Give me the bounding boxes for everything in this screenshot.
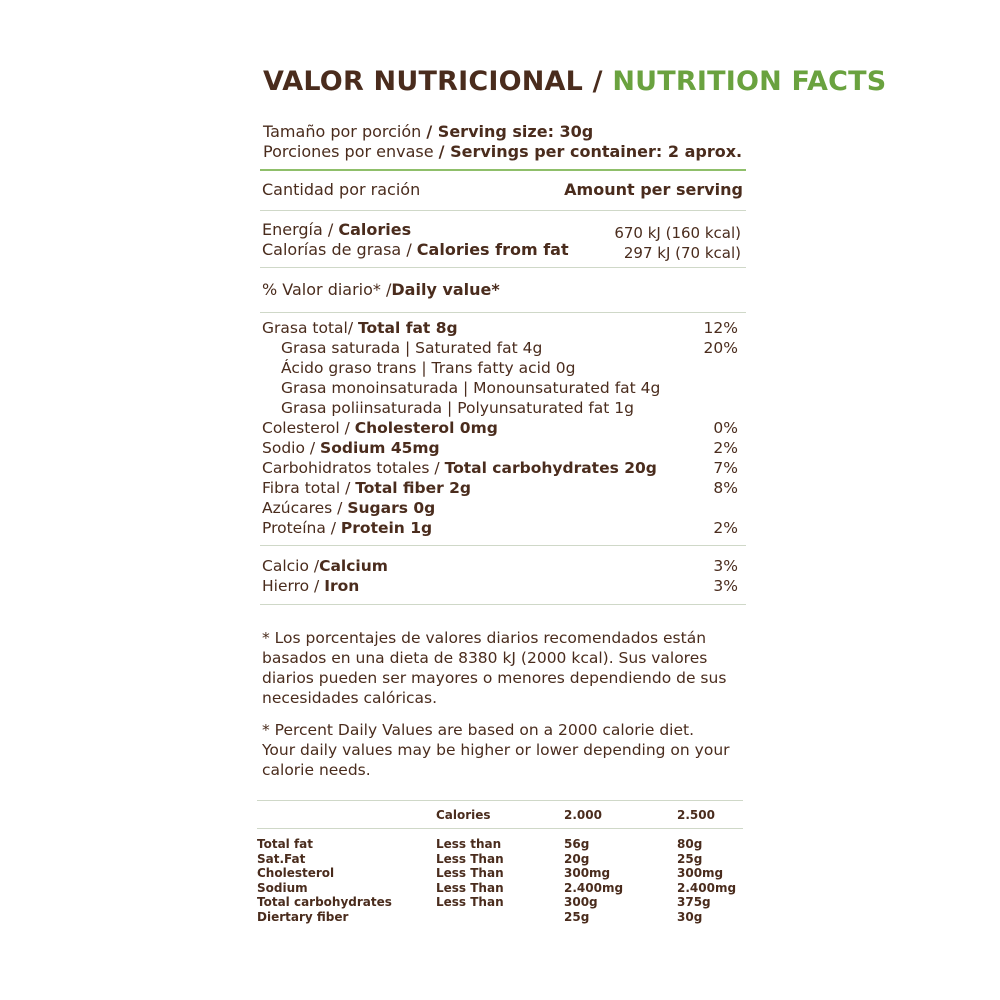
servings-per-container-en: / Servings per container: 2 aprox. — [438, 142, 743, 161]
table-cell: Less Than — [436, 866, 504, 880]
table-cell: Less than — [436, 837, 502, 851]
nutrient-row — [262, 478, 738, 498]
nutrient-daily-percent: 20% — [703, 339, 738, 357]
nutrient-label-es: Colesterol / — [262, 419, 355, 437]
table-cell: 2.400mg — [564, 880, 624, 895]
nutrient-daily-percent: 0% — [713, 419, 738, 437]
nutrient-daily-percent: 2% — [713, 439, 738, 457]
table-cell: 25g — [564, 909, 590, 924]
serving-size-line — [263, 122, 593, 142]
table-top-rule — [257, 800, 743, 801]
table-cell: 375g — [677, 895, 711, 909]
mineral-row — [262, 556, 738, 576]
title-english: NUTRITION FACTS — [612, 66, 887, 97]
nutrient-label — [262, 418, 498, 438]
table-cell: 300g — [564, 895, 598, 909]
divider — [260, 604, 746, 605]
serving-size-es: Tamaño por porción — [263, 122, 422, 141]
nutrient-label-es: Fibra total / — [262, 479, 356, 497]
table-cell: 300mg — [677, 866, 724, 880]
nutrient-label — [281, 378, 660, 398]
energy-label — [262, 240, 569, 260]
table-header-rule — [257, 828, 743, 829]
table-cell: Less Than — [436, 851, 504, 866]
nutrient-label — [262, 518, 432, 538]
nutrient-daily-percent: 8% — [713, 479, 738, 497]
nutrient-row — [262, 378, 738, 398]
nutrient-label-en: Total fat 8g — [357, 319, 458, 337]
table-header-cell: 2.000 — [564, 808, 602, 822]
mineral-label-es: Hierro / — [262, 577, 325, 595]
table-cell: Sodium — [257, 880, 308, 895]
table-cell: 2.400mg — [677, 880, 737, 895]
nutrient-label-es: Azúcares / — [262, 499, 348, 517]
table-cell: Total fat — [257, 837, 314, 851]
nutrient-row — [262, 438, 738, 458]
nutrient-label-en: Protein 1g — [340, 519, 433, 537]
nutrient-label — [262, 498, 435, 518]
nutrient-row — [262, 318, 738, 338]
nutrient-label-es: Grasa poliinsaturada | Polyunsaturated fat 1g — [281, 399, 634, 417]
daily-value-header — [262, 280, 500, 300]
page-title — [263, 66, 886, 97]
table-cell: Diertary fiber — [257, 909, 349, 924]
nutrient-label — [262, 318, 458, 338]
nutrient-label-en: Total carbohydrates 20g — [444, 459, 657, 477]
energy-label-en: Calories — [338, 220, 412, 239]
nutrient-label-en: Total fiber 2g — [355, 479, 472, 497]
nutrient-label — [281, 358, 575, 378]
energy-label — [262, 220, 411, 240]
mineral-label-es: Calcio / — [262, 557, 320, 575]
nutrient-label-es: Grasa saturada | Saturated fat 4g — [281, 339, 543, 357]
amount-header-en: Amount per serving — [564, 180, 743, 199]
table-header-cell: 2.500 — [677, 808, 715, 822]
mineral-daily-percent: 3% — [713, 577, 738, 595]
nutrient-label-es: Grasa total/ — [262, 319, 358, 337]
table-cell: Less Than — [436, 895, 504, 909]
nutrient-label — [281, 338, 542, 358]
divider-green — [260, 169, 746, 171]
divider — [260, 312, 746, 313]
nutrient-label-en: Cholesterol 0mg — [354, 419, 498, 437]
footnote-english: * Percent Daily Values are based on a 2000 calorie diet. Your daily values may be higher or lower depending on your calorie needs. — [262, 721, 730, 779]
mineral-label-en: Iron — [324, 577, 360, 595]
daily-value-es: % Valor diario* / — [262, 280, 392, 299]
servings-per-container-line — [263, 142, 742, 162]
nutrient-row — [262, 518, 738, 538]
energy-label-es: Energía / — [262, 220, 339, 239]
table-cell: Less Than — [436, 880, 504, 895]
nutrient-label-es: Carbohidratos totales / — [262, 459, 445, 477]
energy-value: 670 kJ (160 kcal) — [614, 224, 741, 242]
table-cell: 25g — [677, 851, 703, 866]
table-header-cell: Calories — [436, 808, 491, 822]
table-cell: 30g — [677, 909, 703, 924]
divider — [260, 267, 746, 268]
table-cell: 300mg — [564, 866, 611, 880]
table-cell: Total carbohydrates — [257, 895, 392, 909]
nutrient-label-es: Ácido graso trans | Trans fatty acid 0g — [281, 359, 576, 377]
nutrient-daily-percent: 7% — [713, 459, 738, 477]
serving-size-en: / Serving size: 30g — [426, 122, 594, 141]
nutrient-daily-percent: 12% — [703, 319, 738, 337]
nutrient-label — [262, 438, 440, 458]
divider — [260, 210, 746, 211]
mineral-daily-percent: 3% — [713, 557, 738, 575]
nutrient-row — [262, 418, 738, 438]
table-cell: 20g — [564, 851, 590, 866]
nutrient-label — [262, 478, 471, 498]
nutrient-row — [262, 398, 738, 418]
nutrient-row — [262, 358, 738, 378]
nutrient-label-en: Sodium 45mg — [320, 439, 440, 457]
table-cell: Cholesterol — [257, 866, 335, 880]
mineral-row — [262, 576, 738, 596]
energy-value: 297 kJ (70 kcal) — [623, 244, 741, 262]
nutrient-row — [262, 338, 738, 358]
nutrient-label-es: Proteína / — [262, 519, 341, 537]
nutrient-label — [281, 398, 634, 418]
table-cell: 80g — [677, 837, 703, 851]
energy-label-en: Calories from fat — [416, 240, 569, 259]
nutrient-row — [262, 458, 738, 478]
amount-header-es: Cantidad por ración — [262, 180, 421, 199]
nutrient-label-es: Sodio / — [262, 439, 321, 457]
nutrient-row — [262, 498, 738, 518]
servings-per-container-es: Porciones por envase — [263, 142, 434, 161]
divider — [260, 545, 746, 546]
table-cell: 56g — [564, 837, 590, 851]
mineral-label-en: Calcium — [319, 557, 388, 575]
daily-value-en: Daily value* — [391, 280, 500, 299]
nutrient-label-es: Grasa monoinsaturada | Monounsaturated fat 4g — [281, 379, 661, 397]
footnote-spanish: * Los porcentajes de valores diarios recomendados están basados en una dieta de 8380 kJ (2000 kcal). Sus valores diarios pueden ser mayores o menores dependiendo de sus necesidades calóricas. — [262, 629, 727, 707]
nutrient-daily-percent: 2% — [713, 519, 738, 537]
mineral-label — [262, 556, 388, 576]
nutrient-label-en: Sugars 0g — [347, 499, 436, 517]
title-spanish: VALOR NUTRICIONAL / — [263, 66, 603, 97]
mineral-label — [262, 576, 359, 596]
nutrient-label — [262, 458, 657, 478]
energy-label-es: Calorías de grasa / — [262, 240, 417, 259]
table-cell: Sat.Fat — [257, 851, 306, 866]
